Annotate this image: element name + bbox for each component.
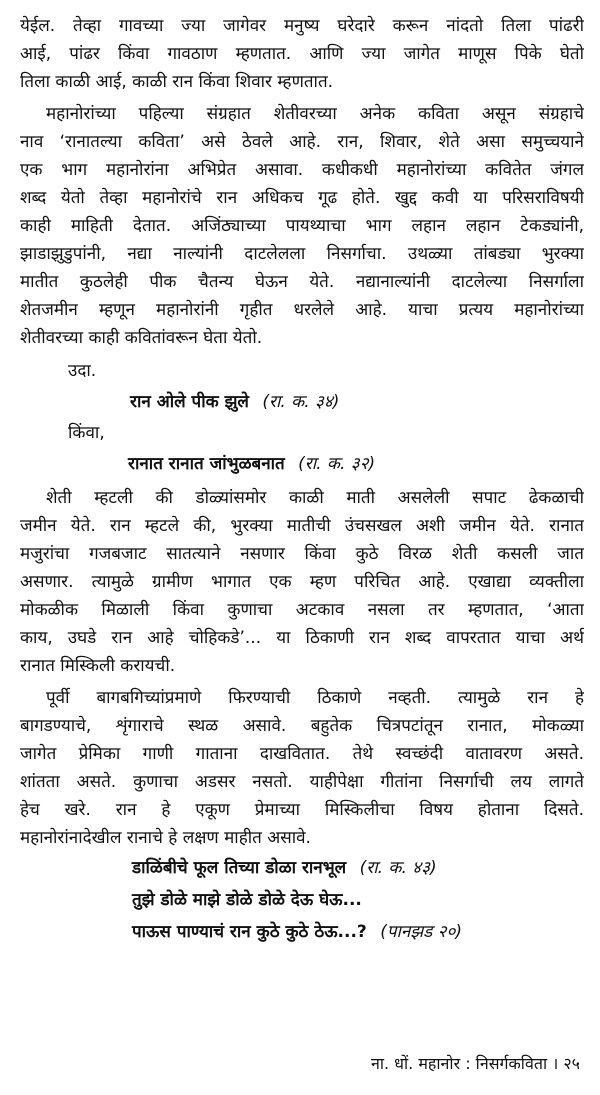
text-line: शेतजमीन म्हणून महानोरांनी गृहीत धरलेले आहे. याचा प्रत्यय महानोरांच्या [20,300,584,320]
text-line: झाडाझुडुपांनी, नद्या नाल्यांनी दाटलेलला निसर्गाचा. उथळ्या तांबड्या भुरक्या [20,244,584,264]
poem-line [20,916,584,948]
text-line: एक भाग महानोरांना अभिप्रेत असावा. कधीकधी महानोरांच्या कवितेत जंगल [20,160,584,180]
text-line: जमीन येते. रान म्हटले की, भुरक्या मातीची उंचसखल अशी जमीन येते. रानात [20,516,584,536]
quote-line [20,448,584,480]
poem-reference: (रा. क. ४३) [359,858,437,878]
text-line: शब्द येतो तेव्हा महानोरांचे रान अधिकच गूढ होते. खुद्द कवी या परिसराविषयी [20,188,584,208]
paragraph-3 [20,484,584,680]
text-line: आई, पांढर किंवा गावठाण म्हणतात. आणि ज्या जागेत माणूस पिके घेतो [20,44,584,64]
text-line: मातीत कुठलेही पीक चैतन्य घेऊन येते. नद्यानाल्यांनी दाटलेल्या निसर्गाला [20,272,584,292]
text-line: काय, उघडे रान आहे चोहिकडे’... या ठिकाणी रान शब्द वापरतात याचा अर्थ [20,628,584,648]
text-line: जागेत प्रेमिका गाणी गाताना दाखवितात. तेथे स्वच्छंदी वातावरण असते. [20,744,584,764]
poem-block [20,852,584,948]
text-line: असणार. त्यामुळे ग्रामीण भागात एक म्हण परिचित आहे. एखाद्या व्यक्तीला [20,572,584,592]
paragraph-4 [20,684,584,852]
quote-line [20,386,584,418]
quote-reference: (रा. क. ३४) [262,392,340,412]
text-line: शेती म्हटली की डोळ्यांसमोर काळी माती असलेली सपाट ढेकळाची [46,488,584,508]
text-line: रानात मिस्किली करायची. [20,656,176,676]
or-label: किंवा, [68,423,105,443]
poem-reference: (पानझड २०) [380,922,462,942]
text-line: काही माहिती देतात. अजिंठ्याच्या पायथ्याचा भाग लहान लहान टेकड्यांनी, [20,216,584,236]
poem-text: पाऊस पाण्याचं रान कुठे कुठे ठेऊ...? [132,922,367,942]
quote-reference: (रा. क. ३२) [298,454,376,474]
quote-text: रान ओले पीक झुले [130,392,249,412]
page-footer: ना. धों. महानोर : निसर्गकविता । २५ [370,1054,580,1073]
text-line: येईल. तेव्हा गावच्या ज्या जागेवर मनुष्य घरेदारे करून नांदतो तिला पांढरी [20,16,584,36]
poem-line [20,884,584,916]
text-line: महानोरांच्या पहिल्या संग्रहात शेतीवरच्या अनेक कविता असून संग्रहाचे [46,104,584,124]
paragraph-2 [20,100,584,352]
paragraph-1 [20,12,584,96]
text-line: बागडण्याचे, शृंगाराचे स्थळ असावे. बहुतेक चित्रपटांतून रानात, मोकळ्या [20,716,584,736]
poem-text: डाळिंबीचे फूल तिच्या डोळा रानभूल [132,858,347,878]
poem-text: तुझे डोळे माझे डोळे डोळे देऊ घेऊ... [132,890,362,910]
text-line: नाव ‘रानातल्या कविता’ असे ठेवले आहे. रान, शिवार, शेते असा समुच्चयाने [20,132,584,152]
text-line: पूर्वी बागबगिच्यांप्रमाणे फिरण्याची ठिकाणे नव्हती. त्यामुळे रान हे [46,688,584,708]
text-line: मजुरांचा गजबजाट सातत्याने नसणार किंवा कुठे विरळ शेती कसली जात [20,544,584,564]
text-line: महानोरांनादेखील रानाचे हे लक्षण माहीत असावे. [20,828,311,848]
text-line: मोकळीक मिळाली किंवा कुणाचा अटकाव नसला तर म्हणतात, ‘आता [20,600,584,620]
text-line: शेतीवरच्या काही कवितांवरून घेता येतो. [20,328,263,348]
example-label: उदा. [68,361,97,381]
text-line: हेच खरे. रान हे एकूण प्रेमाच्या मिस्किलीचा विषय होताना दिसते. [20,800,584,820]
poem-line [20,852,584,884]
quote-text: रानात रानात जांभुळबनात [128,454,285,474]
text-line: शांतता असते. कुणाचा अडसर नसतो. याहीपेक्षा गीतांना निसर्गाची लय लागते [20,772,584,792]
text-line: तिला काळी आई, काळी रान किंवा शिवार म्हणतात. [20,72,334,92]
